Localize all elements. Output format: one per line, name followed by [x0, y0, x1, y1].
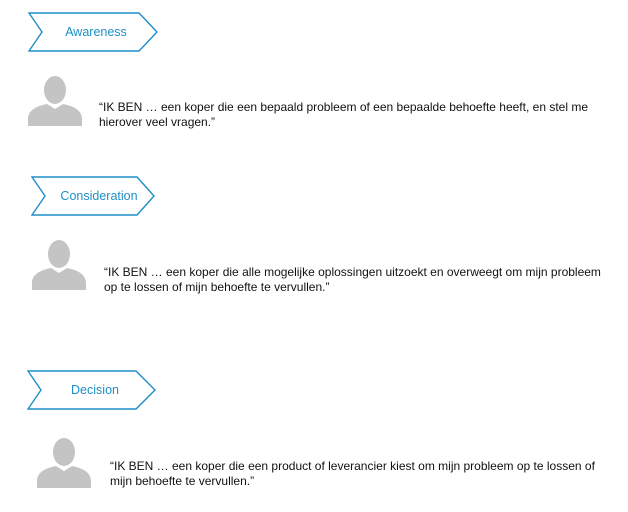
person-silhouette-icon [25, 75, 85, 127]
person-silhouette-icon [34, 437, 94, 489]
stage-banner-awareness [28, 12, 158, 52]
persona-quote: “IK BEN … een koper die alle mogelijke oplossingen uitzoekt en overweegt om mijn probleem op te lossen of mijn behoefte te vervullen.” [104, 265, 601, 294]
stage-label: Decision [71, 383, 119, 397]
persona-quote: “IK BEN … een koper die een product of leverancier kiest om mijn probleem op te lossen of mijn behoefte te vervullen.” [110, 459, 595, 488]
stage-label: Consideration [60, 189, 138, 203]
persona-quote: “IK BEN … een koper die een bepaald probleem of een bepaalde behoefte heeft, en stel me hierover veel vragen.” [99, 100, 588, 129]
stage-banner-decision [27, 370, 157, 410]
stage-banner-consideration [31, 176, 161, 216]
stage-label: Awareness [65, 25, 127, 39]
person-silhouette-icon [29, 239, 89, 291]
